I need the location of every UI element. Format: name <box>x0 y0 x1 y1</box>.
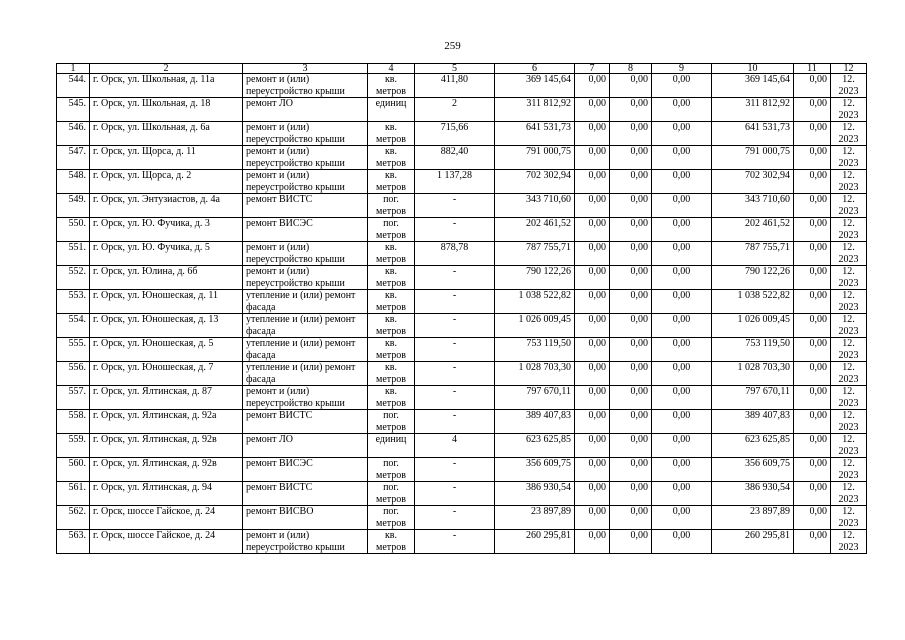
column-header-2: 2 <box>90 64 243 74</box>
col7-cell: 0,00 <box>575 74 610 98</box>
address-cell: г. Орск, ул. Энтузиастов, д. 4а <box>90 194 243 218</box>
col9-cell: 0,00 <box>652 362 712 386</box>
row-number: 554. <box>57 314 90 338</box>
col10-cell: 1 038 522,82 <box>712 290 794 314</box>
column-header-8: 8 <box>610 64 652 74</box>
row-number: 560. <box>57 458 90 482</box>
work-type-cell: ремонт ЛО <box>243 434 368 458</box>
volume-cell: - <box>415 386 495 410</box>
col11-cell: 0,00 <box>794 314 831 338</box>
col9-cell: 0,00 <box>652 338 712 362</box>
term-cell: 12. 2023 <box>831 434 867 458</box>
col11-cell: 0,00 <box>794 242 831 266</box>
col8-cell: 0,00 <box>610 506 652 530</box>
term-cell: 12. 2023 <box>831 218 867 242</box>
table-row <box>57 314 867 338</box>
row-number: 545. <box>57 98 90 122</box>
volume-cell: 2 <box>415 98 495 122</box>
col11-cell: 0,00 <box>794 98 831 122</box>
volume-cell: - <box>415 410 495 434</box>
work-type-cell: утепление и (или) ремонт фасада <box>243 314 368 338</box>
address-cell: г. Орск, ул. Щорса, д. 11 <box>90 146 243 170</box>
column-header-1: 1 <box>57 64 90 74</box>
term-cell: 12. 2023 <box>831 170 867 194</box>
row-number: 558. <box>57 410 90 434</box>
address-cell: г. Орск, ул. Ю. Фучика, д. 3 <box>90 218 243 242</box>
row-number: 548. <box>57 170 90 194</box>
col7-cell: 0,00 <box>575 290 610 314</box>
work-type-cell: ремонт и (или) переустройство крыши <box>243 266 368 290</box>
unit-cell: кв. метров <box>368 74 415 98</box>
col7-cell: 0,00 <box>575 314 610 338</box>
row-number: 552. <box>57 266 90 290</box>
col9-cell: 0,00 <box>652 170 712 194</box>
col9-cell: 0,00 <box>652 530 712 554</box>
col9-cell: 0,00 <box>652 290 712 314</box>
row-number: 562. <box>57 506 90 530</box>
term-cell: 12. 2023 <box>831 314 867 338</box>
row-number: 555. <box>57 338 90 362</box>
unit-cell: кв. метров <box>368 266 415 290</box>
work-type-cell: ремонт и (или) переустройство крыши <box>243 74 368 98</box>
work-type-cell: ремонт и (или) переустройство крыши <box>243 122 368 146</box>
work-type-cell: утепление и (или) ремонт фасада <box>243 290 368 314</box>
col10-cell: 702 302,94 <box>712 170 794 194</box>
col7-cell: 0,00 <box>575 458 610 482</box>
work-type-cell: утепление и (или) ремонт фасада <box>243 338 368 362</box>
row-number: 563. <box>57 530 90 554</box>
address-cell: г. Орск, ул. Юношеская, д. 7 <box>90 362 243 386</box>
term-cell: 12. 2023 <box>831 74 867 98</box>
total-cost-cell: 641 531,73 <box>495 122 575 146</box>
col11-cell: 0,00 <box>794 362 831 386</box>
table-row <box>57 362 867 386</box>
total-cost-cell: 623 625,85 <box>495 434 575 458</box>
unit-cell: кв. метров <box>368 290 415 314</box>
col10-cell: 386 930,54 <box>712 482 794 506</box>
row-number: 549. <box>57 194 90 218</box>
address-cell: г. Орск, ул. Школьная, д. 6а <box>90 122 243 146</box>
work-type-cell: ремонт и (или) переустройство крыши <box>243 170 368 194</box>
col7-cell: 0,00 <box>575 98 610 122</box>
address-cell: г. Орск, ул. Ялтинская, д. 92в <box>90 434 243 458</box>
col8-cell: 0,00 <box>610 482 652 506</box>
col7-cell: 0,00 <box>575 362 610 386</box>
unit-cell: кв. метров <box>368 314 415 338</box>
address-cell: г. Орск, ул. Ялтинская, д. 87 <box>90 386 243 410</box>
unit-cell: пог. метров <box>368 506 415 530</box>
total-cost-cell: 1 026 009,45 <box>495 314 575 338</box>
total-cost-cell: 389 407,83 <box>495 410 575 434</box>
col7-cell: 0,00 <box>575 410 610 434</box>
volume-cell: - <box>415 362 495 386</box>
term-cell: 12. 2023 <box>831 482 867 506</box>
total-cost-cell: 356 609,75 <box>495 458 575 482</box>
volume-cell: - <box>415 290 495 314</box>
col8-cell: 0,00 <box>610 170 652 194</box>
volume-cell: - <box>415 266 495 290</box>
row-number: 547. <box>57 146 90 170</box>
total-cost-cell: 787 755,71 <box>495 242 575 266</box>
col8-cell: 0,00 <box>610 314 652 338</box>
address-cell: г. Орск, ул. Ялтинская, д. 92в <box>90 458 243 482</box>
col9-cell: 0,00 <box>652 218 712 242</box>
term-cell: 12. 2023 <box>831 386 867 410</box>
table-row <box>57 410 867 434</box>
volume-cell: - <box>415 482 495 506</box>
term-cell: 12. 2023 <box>831 266 867 290</box>
col9-cell: 0,00 <box>652 314 712 338</box>
total-cost-cell: 369 145,64 <box>495 74 575 98</box>
column-header-7: 7 <box>575 64 610 74</box>
col7-cell: 0,00 <box>575 434 610 458</box>
table-row <box>57 218 867 242</box>
col11-cell: 0,00 <box>794 386 831 410</box>
col9-cell: 0,00 <box>652 266 712 290</box>
total-cost-cell: 791 000,75 <box>495 146 575 170</box>
col9-cell: 0,00 <box>652 194 712 218</box>
col8-cell: 0,00 <box>610 74 652 98</box>
term-cell: 12. 2023 <box>831 290 867 314</box>
column-header-9: 9 <box>652 64 712 74</box>
unit-cell: кв. метров <box>368 146 415 170</box>
address-cell: г. Орск, ул. Юношеская, д. 13 <box>90 314 243 338</box>
column-header-3: 3 <box>243 64 368 74</box>
unit-cell: кв. метров <box>368 242 415 266</box>
col11-cell: 0,00 <box>794 410 831 434</box>
total-cost-cell: 702 302,94 <box>495 170 575 194</box>
work-type-cell: ремонт и (или) переустройство крыши <box>243 530 368 554</box>
work-type-cell: ремонт ВИСЭС <box>243 458 368 482</box>
col10-cell: 641 531,73 <box>712 122 794 146</box>
col9-cell: 0,00 <box>652 410 712 434</box>
col8-cell: 0,00 <box>610 362 652 386</box>
row-number: 553. <box>57 290 90 314</box>
column-header-4: 4 <box>368 64 415 74</box>
col7-cell: 0,00 <box>575 506 610 530</box>
work-type-cell: ремонт ВИСВО <box>243 506 368 530</box>
col10-cell: 369 145,64 <box>712 74 794 98</box>
row-number: 557. <box>57 386 90 410</box>
unit-cell: единиц <box>368 434 415 458</box>
work-type-cell: ремонт ВИСЭС <box>243 218 368 242</box>
col8-cell: 0,00 <box>610 458 652 482</box>
unit-cell: пог. метров <box>368 410 415 434</box>
col11-cell: 0,00 <box>794 170 831 194</box>
col9-cell: 0,00 <box>652 98 712 122</box>
col10-cell: 356 609,75 <box>712 458 794 482</box>
table-body <box>57 64 867 554</box>
total-cost-cell: 1 038 522,82 <box>495 290 575 314</box>
term-cell: 12. 2023 <box>831 530 867 554</box>
total-cost-cell: 260 295,81 <box>495 530 575 554</box>
term-cell: 12. 2023 <box>831 122 867 146</box>
col10-cell: 202 461,52 <box>712 218 794 242</box>
col8-cell: 0,00 <box>610 146 652 170</box>
table-row <box>57 338 867 362</box>
col8-cell: 0,00 <box>610 266 652 290</box>
total-cost-cell: 1 028 703,30 <box>495 362 575 386</box>
table-row <box>57 386 867 410</box>
work-type-cell: ремонт ВИСТС <box>243 482 368 506</box>
row-number: 556. <box>57 362 90 386</box>
col8-cell: 0,00 <box>610 122 652 146</box>
table-row <box>57 530 867 554</box>
total-cost-cell: 311 812,92 <box>495 98 575 122</box>
col9-cell: 0,00 <box>652 506 712 530</box>
row-number: 559. <box>57 434 90 458</box>
table-row <box>57 122 867 146</box>
term-cell: 12. 2023 <box>831 98 867 122</box>
col7-cell: 0,00 <box>575 530 610 554</box>
column-header-6: 6 <box>495 64 575 74</box>
page-number: 259 <box>444 40 461 52</box>
col7-cell: 0,00 <box>575 386 610 410</box>
volume-cell: - <box>415 314 495 338</box>
col11-cell: 0,00 <box>794 194 831 218</box>
column-header-10: 10 <box>712 64 794 74</box>
address-cell: г. Орск, ул. Ялтинская, д. 92а <box>90 410 243 434</box>
col10-cell: 260 295,81 <box>712 530 794 554</box>
work-type-cell: ремонт и (или) переустройство крыши <box>243 242 368 266</box>
address-cell: г. Орск, ул. Щорса, д. 2 <box>90 170 243 194</box>
col8-cell: 0,00 <box>610 410 652 434</box>
unit-cell: единиц <box>368 98 415 122</box>
column-header-5: 5 <box>415 64 495 74</box>
col11-cell: 0,00 <box>794 146 831 170</box>
col11-cell: 0,00 <box>794 122 831 146</box>
table-row <box>57 482 867 506</box>
total-cost-cell: 386 930,54 <box>495 482 575 506</box>
unit-cell: кв. метров <box>368 362 415 386</box>
volume-cell: 1 137,28 <box>415 170 495 194</box>
term-cell: 12. 2023 <box>831 410 867 434</box>
col9-cell: 0,00 <box>652 386 712 410</box>
col9-cell: 0,00 <box>652 482 712 506</box>
col10-cell: 790 122,26 <box>712 266 794 290</box>
table-row <box>57 146 867 170</box>
column-number-header <box>57 64 867 74</box>
col9-cell: 0,00 <box>652 146 712 170</box>
total-cost-cell: 23 897,89 <box>495 506 575 530</box>
work-type-cell: ремонт ЛО <box>243 98 368 122</box>
col7-cell: 0,00 <box>575 170 610 194</box>
col9-cell: 0,00 <box>652 122 712 146</box>
volume-cell: 715,66 <box>415 122 495 146</box>
total-cost-cell: 343 710,60 <box>495 194 575 218</box>
col7-cell: 0,00 <box>575 338 610 362</box>
col11-cell: 0,00 <box>794 530 831 554</box>
address-cell: г. Орск, ул. Юношеская, д. 5 <box>90 338 243 362</box>
volume-cell: 411,80 <box>415 74 495 98</box>
volume-cell: - <box>415 530 495 554</box>
col11-cell: 0,00 <box>794 266 831 290</box>
volume-cell: 878,78 <box>415 242 495 266</box>
term-cell: 12. 2023 <box>831 338 867 362</box>
volume-cell: - <box>415 458 495 482</box>
unit-cell: пог. метров <box>368 458 415 482</box>
volume-cell: 4 <box>415 434 495 458</box>
col7-cell: 0,00 <box>575 266 610 290</box>
col8-cell: 0,00 <box>610 194 652 218</box>
row-number: 546. <box>57 122 90 146</box>
col7-cell: 0,00 <box>575 194 610 218</box>
total-cost-cell: 790 122,26 <box>495 266 575 290</box>
row-number: 551. <box>57 242 90 266</box>
table-row <box>57 434 867 458</box>
table-row <box>57 290 867 314</box>
col11-cell: 0,00 <box>794 290 831 314</box>
column-header-12: 12 <box>831 64 867 74</box>
term-cell: 12. 2023 <box>831 242 867 266</box>
col8-cell: 0,00 <box>610 338 652 362</box>
col7-cell: 0,00 <box>575 482 610 506</box>
row-number: 561. <box>57 482 90 506</box>
address-cell: г. Орск, ул. Юлина, д. 6б <box>90 266 243 290</box>
unit-cell: пог. метров <box>368 194 415 218</box>
term-cell: 12. 2023 <box>831 362 867 386</box>
unit-cell: кв. метров <box>368 170 415 194</box>
term-cell: 12. 2023 <box>831 506 867 530</box>
col8-cell: 0,00 <box>610 386 652 410</box>
col8-cell: 0,00 <box>610 218 652 242</box>
column-header-11: 11 <box>794 64 831 74</box>
term-cell: 12. 2023 <box>831 194 867 218</box>
total-cost-cell: 753 119,50 <box>495 338 575 362</box>
col10-cell: 797 670,11 <box>712 386 794 410</box>
unit-cell: пог. метров <box>368 218 415 242</box>
volume-cell: - <box>415 194 495 218</box>
col7-cell: 0,00 <box>575 146 610 170</box>
unit-cell: кв. метров <box>368 338 415 362</box>
col10-cell: 1 026 009,45 <box>712 314 794 338</box>
col11-cell: 0,00 <box>794 434 831 458</box>
unit-cell: кв. метров <box>368 122 415 146</box>
total-cost-cell: 202 461,52 <box>495 218 575 242</box>
row-number: 550. <box>57 218 90 242</box>
address-cell: г. Орск, ул. Школьная, д. 11а <box>90 74 243 98</box>
unit-cell: пог. метров <box>368 482 415 506</box>
work-type-cell: ремонт ВИСТС <box>243 410 368 434</box>
volume-cell: 882,40 <box>415 146 495 170</box>
col7-cell: 0,00 <box>575 122 610 146</box>
address-cell: г. Орск, шоссе Гайское, д. 24 <box>90 530 243 554</box>
work-type-cell: утепление и (или) ремонт фасада <box>243 362 368 386</box>
table-row <box>57 506 867 530</box>
address-cell: г. Орск, ул. Ю. Фучика, д. 5 <box>90 242 243 266</box>
col10-cell: 791 000,75 <box>712 146 794 170</box>
volume-cell: - <box>415 338 495 362</box>
col11-cell: 0,00 <box>794 338 831 362</box>
work-type-cell: ремонт ВИСТС <box>243 194 368 218</box>
address-cell: г. Орск, ул. Юношеская, д. 11 <box>90 290 243 314</box>
row-number: 544. <box>57 74 90 98</box>
col10-cell: 787 755,71 <box>712 242 794 266</box>
total-cost-cell: 797 670,11 <box>495 386 575 410</box>
table-row <box>57 242 867 266</box>
col11-cell: 0,00 <box>794 74 831 98</box>
work-type-cell: ремонт и (или) переустройство крыши <box>243 146 368 170</box>
col8-cell: 0,00 <box>610 242 652 266</box>
table-row <box>57 98 867 122</box>
col10-cell: 1 028 703,30 <box>712 362 794 386</box>
col8-cell: 0,00 <box>610 98 652 122</box>
volume-cell: - <box>415 218 495 242</box>
table-row <box>57 74 867 98</box>
col10-cell: 343 710,60 <box>712 194 794 218</box>
col10-cell: 23 897,89 <box>712 506 794 530</box>
col8-cell: 0,00 <box>610 530 652 554</box>
col7-cell: 0,00 <box>575 242 610 266</box>
table-row <box>57 194 867 218</box>
col10-cell: 753 119,50 <box>712 338 794 362</box>
col9-cell: 0,00 <box>652 74 712 98</box>
address-cell: г. Орск, ул. Ялтинская, д. 94 <box>90 482 243 506</box>
repair-register-table <box>56 63 867 554</box>
col9-cell: 0,00 <box>652 434 712 458</box>
term-cell: 12. 2023 <box>831 146 867 170</box>
col10-cell: 623 625,85 <box>712 434 794 458</box>
col7-cell: 0,00 <box>575 218 610 242</box>
table-row <box>57 266 867 290</box>
col11-cell: 0,00 <box>794 482 831 506</box>
table-row <box>57 170 867 194</box>
col9-cell: 0,00 <box>652 242 712 266</box>
table-row <box>57 458 867 482</box>
work-type-cell: ремонт и (или) переустройство крыши <box>243 386 368 410</box>
col8-cell: 0,00 <box>610 290 652 314</box>
col11-cell: 0,00 <box>794 506 831 530</box>
address-cell: г. Орск, ул. Школьная, д. 18 <box>90 98 243 122</box>
col11-cell: 0,00 <box>794 458 831 482</box>
col9-cell: 0,00 <box>652 458 712 482</box>
address-cell: г. Орск, шоссе Гайское, д. 24 <box>90 506 243 530</box>
col11-cell: 0,00 <box>794 218 831 242</box>
term-cell: 12. 2023 <box>831 458 867 482</box>
unit-cell: кв. метров <box>368 386 415 410</box>
col10-cell: 311 812,92 <box>712 98 794 122</box>
volume-cell: - <box>415 506 495 530</box>
col8-cell: 0,00 <box>610 434 652 458</box>
col10-cell: 389 407,83 <box>712 410 794 434</box>
unit-cell: кв. метров <box>368 530 415 554</box>
